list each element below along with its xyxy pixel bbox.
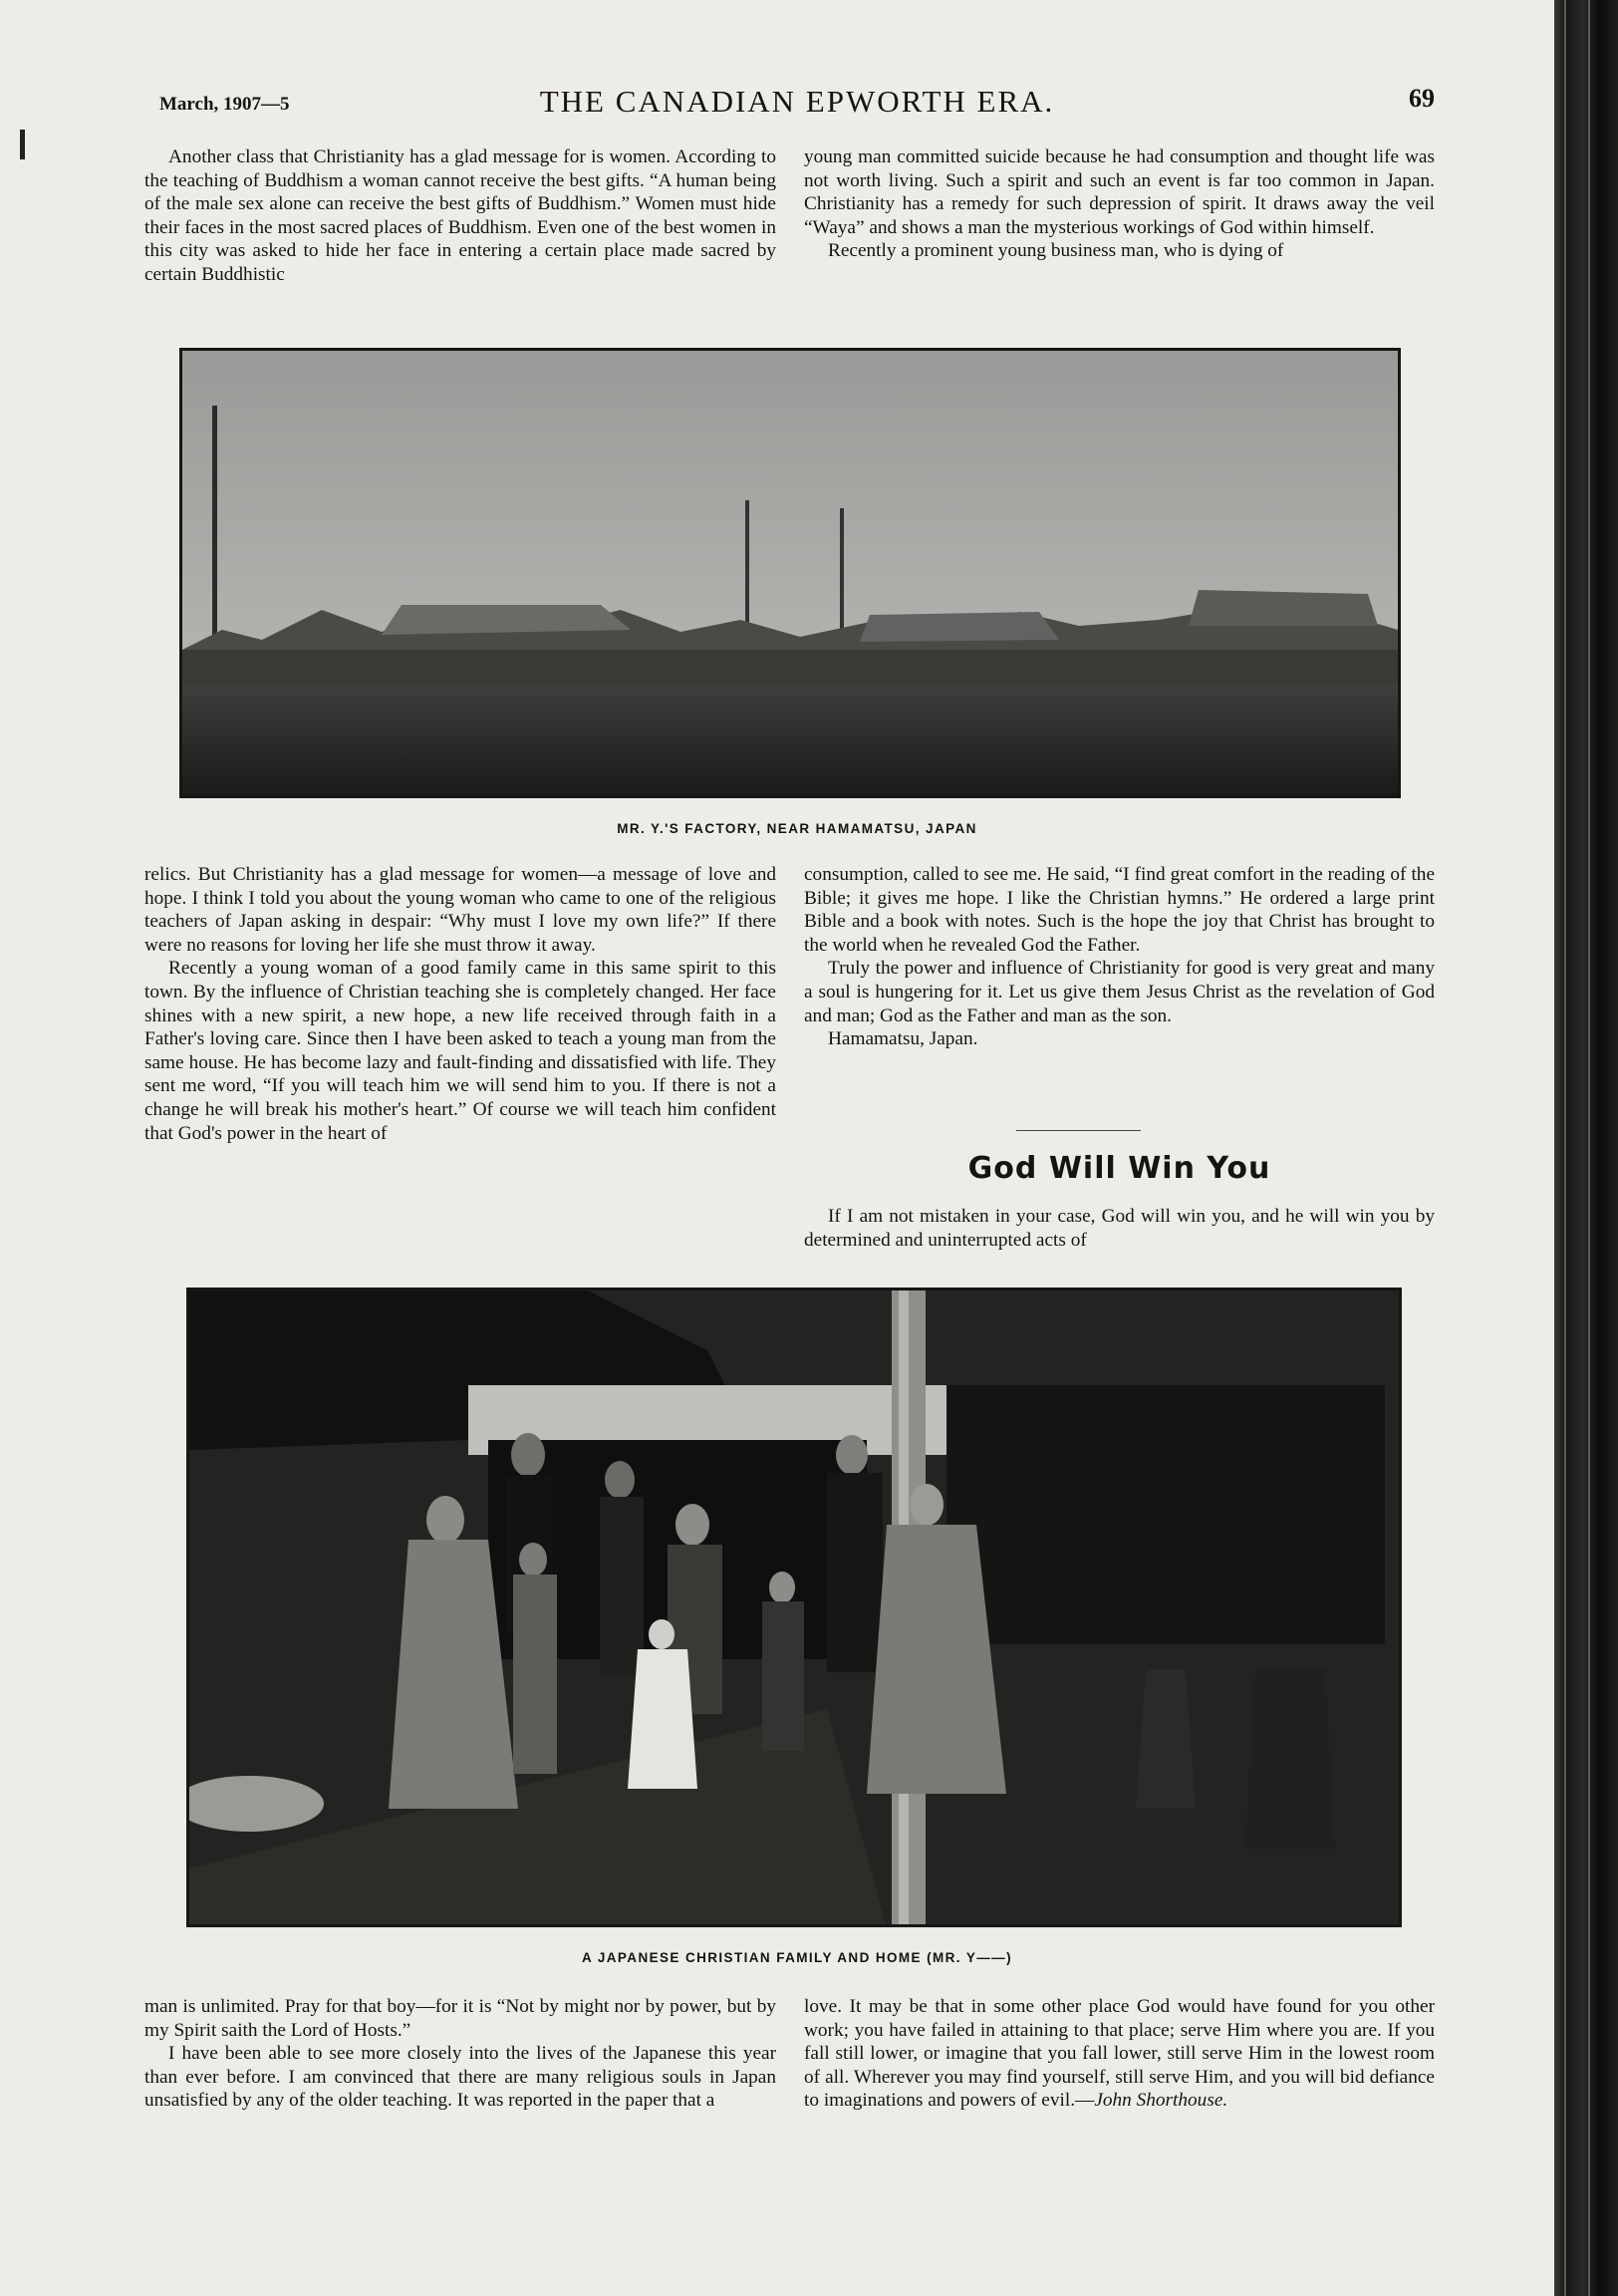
place-signoff: Hamamatsu, Japan. [828,1028,978,1050]
page-number: 69 [1409,84,1435,113]
running-header [159,84,1435,124]
bottom-right-column [804,1995,1435,2113]
top-right-column [804,145,1435,263]
article-intro [804,1205,1435,1252]
spine-edge [1564,0,1566,2296]
paragraph: I have been able to see more closely into the lives of the Japanese this year than ever before. I am convinced that there are many religious souls in Japan unsatisfied by any of the older teaching. It was reported in the paper that a [144,2043,776,2112]
author-signature: John Shorthouse. [1094,2090,1228,2112]
paragraph: If I am not mistaken in your case, God will win you, and he will win you by determined and uninterrupted acts of [804,1206,1435,1251]
page-edge-mark [20,130,25,159]
middle-right-column [804,863,1435,1051]
paragraph: young man committed suicide because he had consumption and thought life was not worth living. Such a spirit and such an event is far too common in Japan. Christianity has a remedy for such depression of spirit. It draws away the veil “Waya” and shows a man the mysterious workings of God within himself. [804,146,1435,238]
family-photo [186,1288,1402,1927]
middle-left-column [144,863,776,1145]
factory-photo [179,348,1401,798]
publication-title: THE CANADIAN EPWORTH ERA. [539,84,1055,119]
issue-date: March, 1907—5 [159,94,290,115]
paragraph: consumption, called to see me. He said, “I find great comfort in the reading of the Bible; it gives me hope. I like the Christian hymns.” He ordered a large print Bible and a book with notes. Such is the hope the joy that Christ has brought to the world when he revealed God the Father. [804,864,1435,956]
bottom-left-column [144,1995,776,2113]
paragraph: man is unlimited. Pray for that boy—for it is “Not by might nor by power, but by my Spirit saith the Lord of Hosts.” [144,1996,776,2041]
paragraph: relics. But Christianity has a glad message for women—a message of love and hope. I think I told you about the young woman who came to one of the religious teachers of Japan asking in despair: “Why must I love my own life?” If there were no reasons for loving her life she must throw it away. [144,864,776,956]
family-caption: A JAPANESE CHRISTIAN FAMILY AND HOME (MR. Y——) [582,1950,1012,1965]
article-heading: God Will Win You [967,1151,1271,1186]
paragraph [804,1995,1435,2113]
spine-edge [1588,0,1590,2296]
closing-text: love. It may be that in some other place God would have found for you other work; you have failed in attaining to that place; serve Him where you are. If you fall still lower, or imagine that you fall lower, still serve Him in the lowest room of all. Wherever you may find yourself, still serve Him, and you will bid defiance to imaginations and powers of evil.— [804,1996,1435,2112]
book-spine [1554,0,1618,2296]
paragraph: Recently a young woman of a good family came in this same spirit to this town. By the influence of Christian teaching she is completely changed. Her face shines with a new spirit, a new hope, a new life received through faith in a Father's loving care. Since then I have been asked to teach a young man from the same house. He has become lazy and fault-finding and dissatisfied with life. They sent me word, “If you will teach him we will send him to you. If there is not a change he will break his mother's heart.” Of course we will teach him confident that God's power in the heart of [144,958,776,1144]
section-rule [1016,1130,1141,1131]
paragraph: Truly the power and influence of Christianity for good is very great and many a soul is hungering for it. Let us give them Jesus Christ as the revelation of God and man; God as the Father and man as the son. [804,958,1435,1026]
factory-caption: MR. Y.'S FACTORY, NEAR HAMAMATSU, JAPAN [617,821,977,836]
paragraph: Recently a prominent young business man, who is dying of [828,240,1284,262]
top-left-column [144,145,776,287]
paragraph: Another class that Christianity has a glad message for is women. According to the teaching of Buddhism a woman cannot receive the best gifts. “A human being of the male sex alone can receive the best gifts of Buddhism.” Women must hide their faces in the most sacred places of Buddhism. Even one of the best women in this city was asked to hide her face in entering a certain place made sacred by certain Buddhistic [144,146,776,285]
